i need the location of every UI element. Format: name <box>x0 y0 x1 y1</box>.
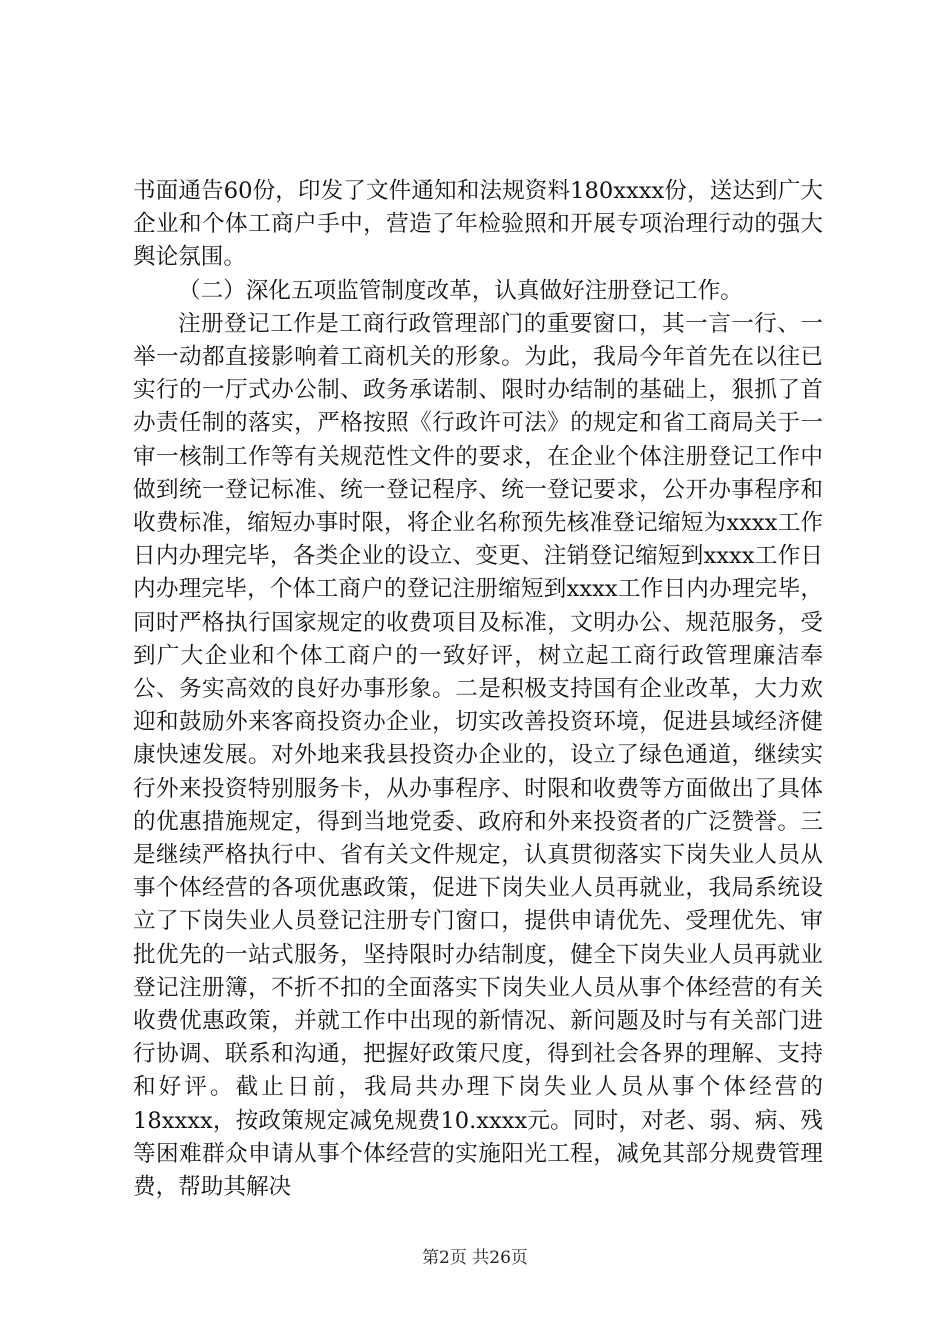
paragraph-continuation: 书面通告60份，印发了文件通知和法规资料180xxxx份，送达到广大企业和个体工商户手中，营造了年检验照和开展专项治理行动的强大舆论氛围。 <box>133 178 823 271</box>
section-heading: （二）深化五项监管制度改革，认真做好注册登记工作。 <box>178 277 743 304</box>
paragraph-registration: 注册登记工作是工商行政管理部门的重要窗口，其一言一行、一举一动都直接影响着工商机关的形象。为此，我局今年首先在以往已实行的一厅式办公制、政务承诺制、限时办结制的基础上，狠抓了首办责任制的落实，严格按照《行政许可法》的规定和省工商局关于一审一核制工作等有关规范性文件的要求，在企业个体注册登记工作中做到统一登记标准、统一登记程序、统一登记要求，公开办事程序和收费标准，缩短办事时限，将企业名称预先核准登记缩短为xxxx工作日内办理完毕，各类企业的设立、变更、注销登记缩短到xxxx工作日内办理完毕，个体工商户的登记注册缩短到xxxx工作日内办理完毕，同时严格执行国家规定的收费项目及标准，文明办公、规范服务，受到广大企业和个体工商户的一致好评，树立起工商行政管理廉洁奉公、务实高效的良好办事形象。二是积极支持国有企业改革，大力欢迎和鼓励外来客商投资办企业，切实改善投资环境，促进县域经济健康快速发展。对外地来我县投资办企业的，设立了绿色通道，继续实行外来投资特别服务卡，从办事程序、时限和收费等方面做出了具体的优惠措施规定，得到当地党委、政府和外来投资者的广泛赞誉。三是继续严格执行中、省有关文件规定，认真贯彻落实下岗失业人员从事个体经营的各项优惠政策，促进下岗失业人员再就业，我局系统设立了下岗失业人员登记注册专门窗口，提供申请优先、受理优先、审批优先的一站式服务，坚持限时办结制度，健全下岗失业人员再就业登记注册簿，不折不扣的全面落实下岗失业人员从事个体经营的有关收费优惠政策，并就工作中出现的新情况、新问题及时与有关部门进行协调、联系和沟通，把握好政策尺度，得到社会各界的理解、支持和好评。截止日前，我局共办理下岗失业人员从事个体经营的18xxxx，按政策规定减免规费10.xxxx元。同时，对老、弱、病、残等困难群众申请从事个体经营的实施阳光工程，减免其部分规费管理费，帮助其解决 <box>133 310 823 1201</box>
page-footer: 第2页 共26页 <box>422 1248 528 1268</box>
document-body <box>133 175 823 1204</box>
